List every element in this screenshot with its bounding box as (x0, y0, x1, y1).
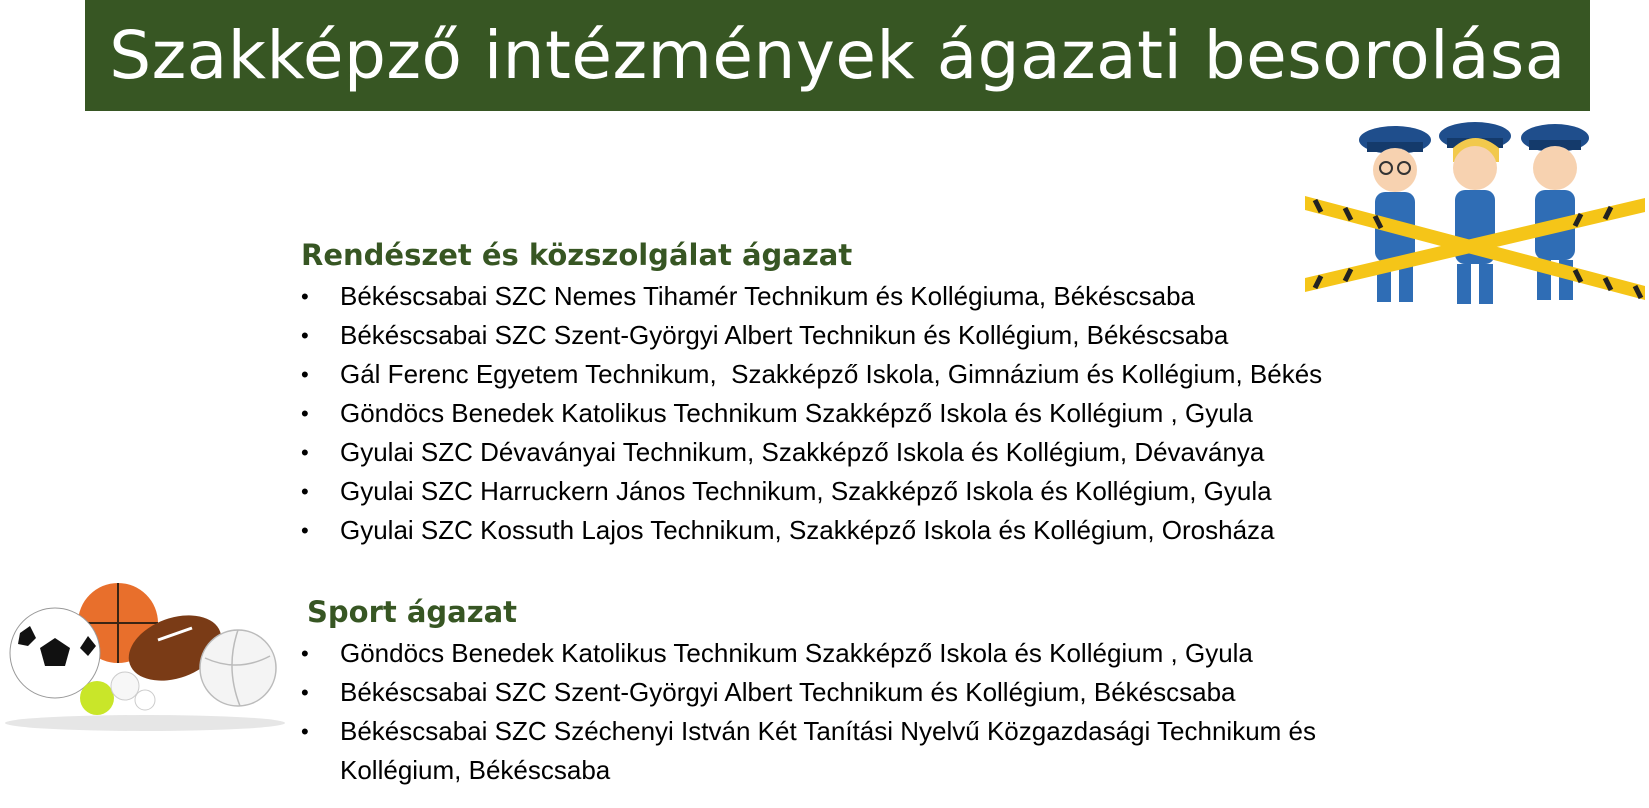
list-item: • Gál Ferenc Egyetem Technikum, Szakképző Iskola, Gimnázium és Kollégium, Békés (301, 355, 1322, 394)
list-item: • Gyulai SZC Dévaványai Technikum, Szakképző Iskola és Kollégium, Dévaványa (301, 433, 1322, 472)
list-item: • Gyulai SZC Harruckern János Technikum, Szakképző Iskola és Kollégium, Gyula (301, 472, 1322, 511)
bullet: • (301, 284, 309, 309)
officer-center-icon (1439, 122, 1511, 304)
list-item: • Békéscsabai SZC Nemes Tihamér Technikum és Kollégiuma, Békéscsaba (301, 277, 1322, 316)
list-item: • Békéscsabai SZC Szent-Györgyi Albert Technikun és Kollégium, Békéscsaba (301, 316, 1322, 355)
sports-balls-illustration (0, 578, 285, 733)
bullet: • (301, 479, 309, 504)
list-item: • Békéscsabai SZC Széchenyi István Két Tanítási Nyelvű Közgazdasági Technikum és Kollégium, Békéscsaba (301, 712, 1420, 790)
list-item: • Göndöcs Benedek Katolikus Technikum Szakképző Iskola és Kollégium , Gyula (301, 394, 1322, 433)
bullet: • (301, 641, 309, 666)
bullet: • (301, 518, 309, 543)
sport-list (301, 634, 1420, 790)
list-item: • Békéscsabai SZC Szent-Györgyi Albert Technikum és Kollégium, Békéscsaba (301, 673, 1420, 712)
section-heading-sport: Sport ágazat (307, 595, 518, 629)
bullet: • (301, 323, 309, 348)
police-officers-illustration (1305, 118, 1645, 318)
bullet: • (301, 680, 309, 705)
section-heading-rendeszet: Rendészet és közszolgálat ágazat (301, 238, 853, 272)
soccer-ball-icon (10, 608, 100, 698)
bullet: • (301, 362, 309, 387)
list-item: • Gyulai SZC Kossuth Lajos Technikum, Szakképző Iskola és Kollégium, Orosháza (301, 511, 1322, 550)
bullet: • (301, 401, 309, 426)
page-title: Szakképző intézmények ágazati besorolása (109, 17, 1566, 94)
volleyball-icon (200, 630, 276, 706)
tennis-ball-icon (80, 681, 114, 715)
list-item: • Göndöcs Benedek Katolikus Technikum Szakképző Iskola és Kollégium , Gyula (301, 634, 1420, 673)
bullet: • (301, 719, 309, 744)
rendeszet-list (301, 277, 1322, 550)
bullet: • (301, 440, 309, 465)
